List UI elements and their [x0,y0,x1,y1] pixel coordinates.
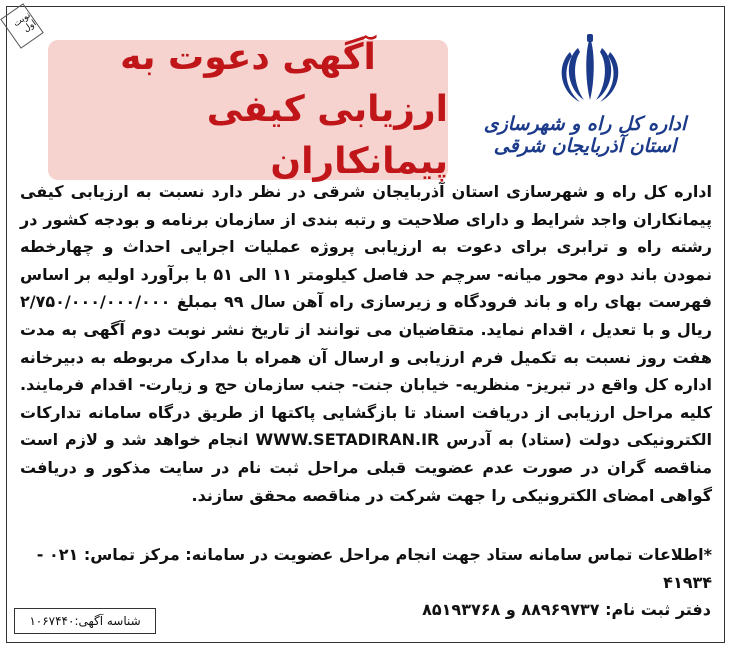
registry-office [211,600,711,619]
iran-emblem-icon [550,30,630,110]
ad-id-box: شناسه آگهی:۱۰۶۷۴۴۰ [14,608,156,634]
header [40,18,720,182]
registry-label: دفتر ثبت نام: [605,600,711,619]
organization-name: اداره کل راه و شهرسازی استان آذربایجان شرقی [483,113,687,157]
title-line-1: آگهی دعوت به [120,37,376,78]
body-paragraph: اداره کل راه و شهرسازی استان آذربایجان شرقی در نظر دارد نسبت به ارزیابی کیفی پیمانکاران واجد شرایط و دارای صلاحیت و رتبه بندی از سازمان برنامه و بودجه کشور در رشته راه و ترابری برای دعوت به ارزیابی پروژه عملیات اجرایی احداث و چهارخطه نمودن باند دوم محور میانه- سرچم حد فاصل کیلومتر ۱۱ الی ۵۱ با برآورد اولیه بر اساس فهرست بهای راه و باند فرودگاه و زیرسازی راه آهن سال ۹۹ بمبلغ ۲/۷۵۰/۰۰۰/۰۰۰/۰۰۰ ریال و با تعدیل ، اقدام نماید. متقاضیان می توانند از تاریخ نشر نوبت دوم آگهی به مدت هفت روز نسبت به تکمیل فرم ارزیابی و ارسال آن همراه با مدارک مربوطه به دبیرخانه اداره کل واقع در تبریز- منظریه- خیابان جنت- جنب سازمان حج و زیارت- اقدام فرمایند. کلیه مراحل ارزیابی از دریافت اسناد تا بازگشایی پاکتها از طریق درگاه سامانه تدارکات الکترونیکی دولت (ستاد) به آدرس [20,182,713,450]
title-line-2: ارزیابی کیفی پیمانکاران [206,89,448,182]
contact-info [20,541,712,597]
body-paragraph-tail: انجام خواهد شد و لازم است مناقصه گران در صورت عدم عضویت قبلی مراحل ثبت نام در سایت مذکور و دریافت گواهی امضای الکترونیکی را جهت شرکت در مناقصه محقق سازند. [20,430,712,505]
contact-phone: ۰۲۱ - ۴۱۹۳۴ [36,545,712,592]
registry-phone-1: ۸۸۹۶۹۷۳۷ [521,600,600,619]
announcement-body [20,178,712,509]
registry-conjunction: و [505,600,516,619]
contact-line: *اطلاعات تماس سامانه ستاد جهت انجام مراحل عضویت در سامانه: مرکز تماس: [83,545,712,564]
title-box [48,37,448,182]
corner-stamp: نوبت اول [0,3,44,49]
registry-phone-2: ۸۵۱۹۳۷۶۸ [422,600,501,619]
website-link[interactable]: WWW.SETADIRAN.IR [255,430,440,450]
